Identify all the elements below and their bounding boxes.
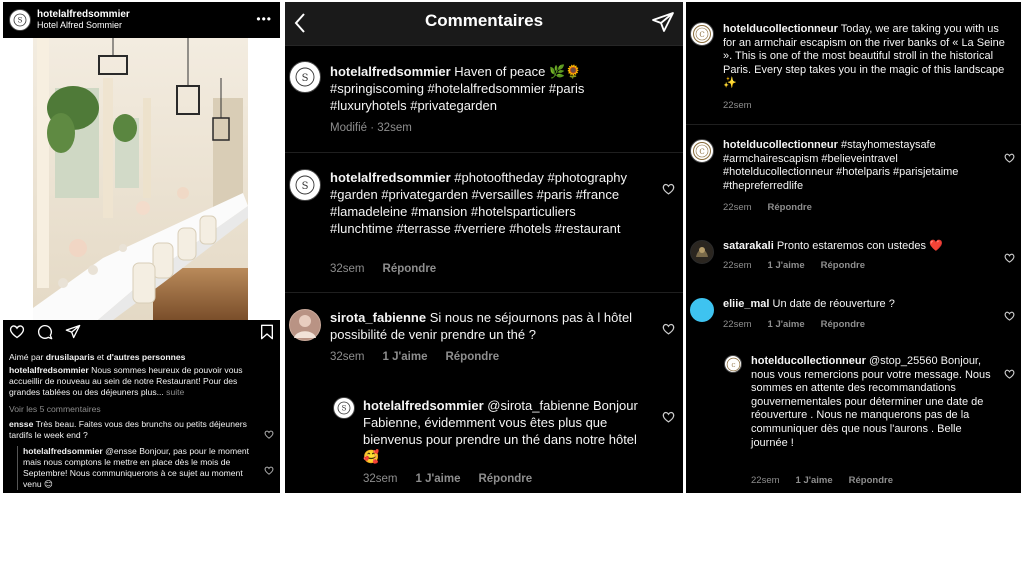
post-header [3,2,280,38]
comment-username[interactable]: hotelalfredsommier [330,64,451,79]
reply-button[interactable]: Répondre [820,260,865,271]
comment-text: Pronto estaremos con ustedes ❤️ [773,240,943,252]
comment-like-icon[interactable] [1004,250,1015,268]
comment-text: #photooftheday #photography #garden #privategarden #versailles #paris #france #lamadeleine #mansion #hotelsparticuliers #lunchtime #terrasse #verriere #hotels #restaurant [330,170,628,236]
reply-button[interactable]: Répondre [445,351,500,363]
avatar[interactable] [690,298,714,322]
reply-button[interactable]: Répondre [767,202,812,213]
svg-text:C: C [699,148,705,156]
caption-username[interactable]: hotelalfredsommier [9,365,89,375]
comment-username[interactable]: satarakali [723,240,774,252]
comment-icon[interactable] [37,324,53,345]
comment-username[interactable]: hotelducollectionneur [751,355,866,367]
comment-text: @sirota_fabienne Bonjour Fabienne, évidemment vous êtes plus que bienvenus pour prendre un thé dans notre hôtel 🥰 [363,398,638,464]
comments-panel-alfred [285,2,683,493]
comment-body [723,139,993,193]
comment-body [330,63,660,114]
send-icon[interactable] [651,11,675,38]
comment-like-icon[interactable] [662,322,675,340]
likes-count[interactable]: 1 J'aime [382,351,428,363]
comment-time: 22sem [723,260,752,271]
comment-meta [723,319,881,330]
likes-count[interactable]: 1 J'aime [767,260,805,271]
comments-title: Commentaires [424,11,544,30]
caption-more-link[interactable]: suite [163,387,185,397]
comment-body [751,355,999,450]
reply-button[interactable]: Répondre [848,475,893,486]
comment-like-icon[interactable] [1004,308,1015,326]
share-icon[interactable] [65,324,81,344]
avatar[interactable] [9,9,31,31]
comment-time: 22sem [723,319,752,330]
post-username[interactable]: hotelalfredsommier [37,9,130,20]
comments-panel-collectionneur [686,2,1021,493]
bookmark-icon[interactable] [260,324,274,345]
comment-meta [723,202,828,213]
comment-username[interactable]: eliie_mal [723,298,770,310]
comment-meta [330,351,517,363]
more-icon[interactable]: ••• [256,12,272,26]
comment-time: Modifié · 32sem [330,122,412,134]
comment-meta [723,100,768,111]
liked-by: Aimé par drusilaparis et d'autres personnes [9,352,186,362]
comment-meta [723,260,881,271]
comment-like-icon[interactable] [662,182,675,200]
post-reply [23,446,258,490]
comment-meta [751,475,909,486]
avatar[interactable] [333,397,355,419]
comment-text: Très beau. Faites vous des brunchs ou petits déjeuners tardifs le week end ? [9,419,247,440]
comment-body [330,309,640,343]
avatar[interactable] [289,169,321,201]
reply-line [17,446,18,490]
post-location[interactable]: Hotel Alfred Sommier [37,20,123,30]
comment-body [723,23,1011,91]
comment-username[interactable]: hotelalfredsommier [363,398,484,413]
likes-count[interactable]: 1 J'aime [767,319,805,330]
comment-text: Today, we are taking you with us for an armchair escapism on the river banks of « La Seine ». This is one of the most beautiful stroll in the historical Paris. Every step takes you in the magic of this landscape ✨ [723,23,1005,90]
avatar[interactable] [690,240,714,264]
heart-icon[interactable] [9,324,25,344]
comment-like-icon[interactable] [1004,366,1015,384]
comment-body [363,397,645,465]
svg-text:C: C [699,31,705,39]
comment-username[interactable]: sirota_fabienne [330,310,427,325]
instagram-post-panel [3,2,280,493]
liked-by-user[interactable]: drusilaparis [45,352,95,362]
comment-time: 22sem [751,475,780,486]
liked-by-others[interactable]: d'autres personnes [106,352,186,362]
avatar[interactable] [724,355,742,373]
comment-time: 22sem [723,202,752,213]
comment-text: Un date de réouverture ? [769,298,895,310]
reply-button[interactable]: Répondre [820,319,865,330]
comment-meta [330,263,454,275]
post-photo[interactable] [3,38,280,320]
svg-text:S: S [301,73,309,84]
reply-username[interactable]: hotelalfredsommier [23,446,103,456]
comment-text: Si nous ne séjournons pas à l hôtel possibilité de venir prendre un thé ? [330,310,633,342]
comment-username[interactable]: hotelducollectionneur [723,23,838,35]
avatar[interactable] [690,22,714,46]
avatar[interactable] [289,309,321,341]
post-actions [9,324,274,346]
comment-body [330,169,640,237]
comments-header [285,2,683,46]
avatar[interactable] [289,61,321,93]
reply-button[interactable]: Répondre [382,263,437,275]
comment-like-icon[interactable] [662,410,675,428]
comment-time: 32sem [330,351,365,363]
comment-body [723,240,993,254]
comment-username[interactable]: ensse [9,419,34,429]
divider [686,124,1021,125]
comment-time: 32sem [330,263,365,275]
comment-time: 32sem [363,473,398,485]
svg-text:C: C [730,362,736,369]
post-caption [9,365,270,398]
comment-time: 22sem [723,100,752,111]
reply-like-icon[interactable] [264,462,274,480]
avatar[interactable] [690,139,714,163]
divider [285,292,683,293]
comment-body [723,298,993,312]
comment-meta [330,122,430,134]
comment-username[interactable]: hotelalfredsommier [330,170,451,185]
svg-text:S: S [301,181,309,192]
caption-text: Nous sommes heureux de pouvoir vous accueillir de nouveau au sein de notre Restaurant! Pour des grandes tablées ou des déjeuners plus... [9,365,243,397]
svg-text:S: S [341,404,347,413]
reply-text: @ensse Bonjour, pas pour le moment mais nous comptons le mettre en place dès le mois de Septembre! Nous communiquerons à ce sujet au moment venu 😊 [23,446,250,489]
comment-meta [363,473,550,485]
comment-text: #stayhomestaysafe #armchairescapism #believeintravel #hotelducollectionneur #hotelparis #parisjetaime #thepreferredlife [723,139,959,192]
likes-count[interactable]: 1 J'aime [795,475,833,486]
view-comments-link[interactable]: Voir les 5 commentaires [9,404,101,414]
likes-count[interactable]: 1 J'aime [415,473,461,485]
comment-username[interactable]: hotelducollectionneur [723,139,838,151]
reply-button[interactable]: Répondre [478,473,533,485]
comment-like-icon[interactable] [1004,150,1015,168]
post-comment [9,419,258,441]
comment-text: @stop_25560 Bonjour, nous vous remercions pour votre message. Nous sommes en attente des recommandations gouvernementales pour déterminer une date de réouverture . Nous ne manquerons pas de la communiquer dès que nous l'aurons . Belle journée ! [751,355,991,449]
comment-text: Haven of peace 🌿🌻 #springiscoming #hotelalfredsommier #paris #luxuryhotels #privategarden [330,64,585,113]
svg-text:S: S [17,16,23,25]
comment-like-icon[interactable] [264,426,274,444]
divider [285,152,683,153]
